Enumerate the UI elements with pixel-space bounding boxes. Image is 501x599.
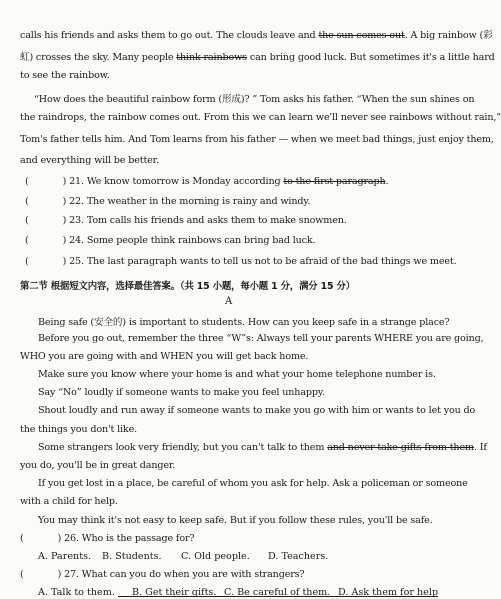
- item-text: The weather in the morning is rainy and windy.: [86, 196, 311, 207]
- passage-line: Tom's father tells him. And Tom learns from his father — when we meet bad things, just enjoy them,: [20, 134, 494, 145]
- text: Some strangers look very friendly, but you can't talk to them: [38, 441, 328, 453]
- section-heading: 第二节 根据短文内容，选择最佳答案。（共 15 小题，每小题 1 分，满分 15 分）: [20, 281, 355, 292]
- struck-text: think rainbows: [176, 52, 247, 63]
- q26-option-a[interactable]: A. Parents.: [38, 551, 92, 562]
- passage-line: [20, 27, 493, 41]
- text: calls his friends and asks them to go out. The clouds leave and: [20, 30, 319, 41]
- text: . A big rainbow (彩: [404, 30, 493, 41]
- passage-line: “How does the beautiful rainbow form (形成)? ” Tom asks his father. “When the sun shines on: [34, 94, 475, 105]
- item-text: Tom calls his friends and asks them to make snowmen.: [86, 215, 347, 226]
- item-text: We know tomorrow is Monday according: [86, 176, 284, 187]
- answer-paren-close: ): [62, 215, 67, 226]
- answer-paren-open[interactable]: (: [25, 215, 29, 226]
- question-27: [20, 569, 304, 580]
- item-number: 25.: [69, 256, 84, 267]
- passage-line: Say “No” loudly if someone wants to make you feel unhappy.: [38, 387, 325, 399]
- item-text: Some people think rainbows can bring bad luck.: [86, 235, 316, 246]
- q26-option-c[interactable]: C. Old people.: [181, 551, 250, 562]
- passage-line: you do, you'll be in great danger.: [20, 460, 176, 471]
- struck-text: the sun comes out: [318, 30, 405, 41]
- answer-paren-open[interactable]: (: [25, 256, 29, 267]
- q26-option-b[interactable]: B. Students.: [102, 551, 162, 562]
- tf-item-21: [25, 176, 388, 187]
- passage-line: If you get lost in a place, be careful of whom you ask for help. Ask a policeman or someone: [38, 478, 468, 490]
- q27-option-b[interactable]: B. Get their gifts.: [132, 587, 217, 599]
- question-stem: 27. What can you do when you are with strangers?: [61, 569, 305, 581]
- passage-line: WHO you are going with and WHEN you will get back home.: [20, 350, 309, 362]
- answer-paren-close: ): [62, 176, 67, 187]
- passage-line: You may think it's not easy to keep safe. But if you follow these rules, you'll be safe.: [38, 514, 433, 526]
- answer-paren-close: ): [57, 532, 62, 544]
- passage-line: [20, 49, 495, 63]
- answer-paren-open[interactable]: (: [25, 176, 29, 187]
- tf-item-25: [25, 256, 456, 267]
- text: 虹) crosses the sky. Many people: [20, 52, 177, 63]
- q27-option-c[interactable]: C. Be careful of them.: [224, 587, 331, 599]
- answer-paren-close: ): [62, 196, 67, 207]
- text: can bring good luck. But sometimes it's a little hard: [246, 52, 495, 63]
- answer-paren-open[interactable]: (: [20, 569, 24, 581]
- answer-paren-close: ): [62, 235, 67, 246]
- q27-option-a[interactable]: A. Talk to them.: [38, 587, 115, 599]
- question-stem: 26. Who is the passage for?: [64, 532, 195, 544]
- item-number: 24.: [69, 235, 84, 246]
- question-26: [20, 533, 194, 544]
- passage-line: Shout loudly and run away if someone wants to make you go with him or wants to let you do: [38, 405, 476, 417]
- passage-line: the raindrops, the rainbow comes out. From this we can learn we'll never see rainbows without rain,”: [20, 112, 501, 123]
- item-number: 22.: [69, 196, 84, 207]
- item-text: .: [385, 176, 389, 187]
- tf-item-24: [25, 235, 315, 246]
- tf-item-23: [25, 215, 347, 226]
- text: . If: [473, 441, 487, 453]
- answer-paren-open[interactable]: (: [25, 196, 29, 207]
- q27-option-d[interactable]: D. Ask them for help: [338, 587, 439, 599]
- passage-line: Before you go out, remember the three “W”s: Always tell your parents WHERE you are going,: [38, 332, 484, 344]
- passage-line: with a child for help.: [20, 496, 118, 508]
- passage-line: the things you don't like.: [20, 423, 137, 435]
- passage-line: to see the rainbow.: [20, 70, 110, 81]
- struck-text: to the first paragraph: [283, 176, 386, 187]
- passage-line: [38, 442, 487, 453]
- passage-line: and everything will be better.: [20, 155, 159, 166]
- tf-item-22: [25, 196, 310, 207]
- item-text: The last paragraph wants to tell us not to be afraid of the bad things we meet.: [86, 256, 457, 267]
- passage-letter: A: [224, 296, 233, 308]
- answer-paren-open[interactable]: (: [25, 235, 29, 246]
- answer-paren-close: ): [62, 256, 67, 267]
- passage-line: Make sure you know where your home is and what your home telephone number is.: [38, 369, 436, 380]
- passage-line: Being safe (安全的) is important to students. How can you keep safe in a strange place?: [38, 317, 450, 329]
- answer-paren-close: ): [57, 569, 62, 581]
- struck-text: and never take gifts from them: [327, 441, 474, 453]
- item-number: 21.: [69, 176, 84, 187]
- q26-option-d[interactable]: D. Teachers.: [268, 551, 329, 562]
- item-number: 23.: [69, 215, 84, 226]
- answer-paren-open[interactable]: (: [20, 532, 24, 544]
